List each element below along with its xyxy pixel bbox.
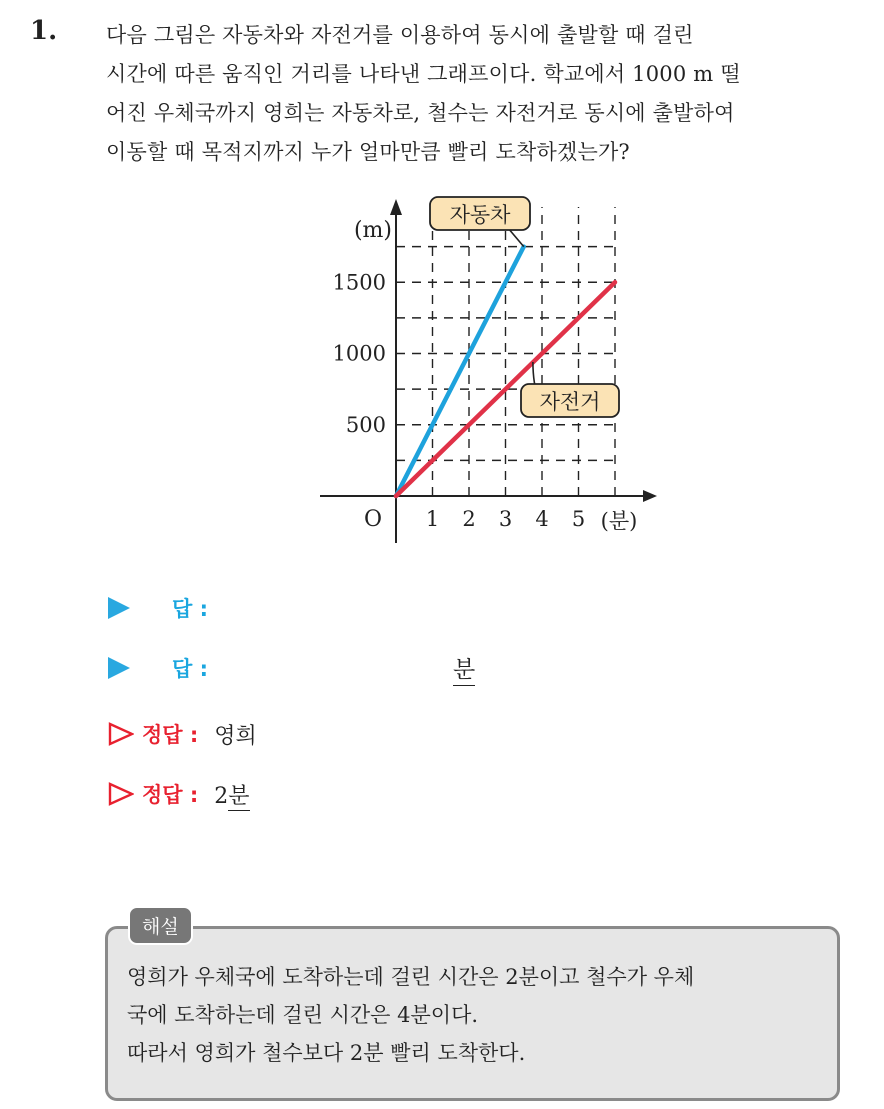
x-axis-unit-label: (분) <box>600 509 638 533</box>
correct-answer-row-1 <box>108 716 257 752</box>
origin-label: O <box>363 507 382 532</box>
question-line: 시간에 따른 움직인 거리를 나타낸 그래프이다. 학교에서 1000 m 떨 <box>106 62 741 86</box>
correct-answer-value: 영희 <box>214 723 257 749</box>
correct-answer-row-2 <box>108 776 250 812</box>
play-triangle-icon <box>108 657 130 679</box>
distance-time-chart <box>290 185 670 545</box>
correct-answer-label: 정답 : <box>142 723 199 747</box>
outline-triangle-icon <box>108 782 134 806</box>
x-tick-label: 2 <box>462 507 476 531</box>
x-axis-arrow-icon <box>643 490 657 502</box>
answer-blank-row-2 <box>108 650 208 686</box>
y-tick-label: 1500 <box>332 270 386 295</box>
solution-line: 따라서 영희가 철수보다 2분 빨리 도착한다. <box>127 1041 526 1065</box>
answer-label: 답 : <box>172 597 208 621</box>
play-triangle-icon <box>108 597 130 619</box>
solution-text <box>127 958 832 1072</box>
x-tick-label: 3 <box>498 507 513 531</box>
answer-number: 2 <box>214 783 229 809</box>
outline-triangle-icon <box>108 722 134 746</box>
answer-unit: 분 <box>228 783 250 809</box>
solution-line: 국에 도착하는데 걸린 시간은 4분이다. <box>127 1003 479 1027</box>
question-line: 이동할 때 목적지까지 누가 얼마만큼 빨리 도착하겠는가? <box>106 140 630 164</box>
series-label-car: 자동차 <box>449 203 511 227</box>
answer-blank-row-1 <box>108 590 208 626</box>
question-line: 어진 우체국까지 영희는 자동차로, 철수는 자전거로 동시에 출발하여 <box>106 101 735 125</box>
y-axis-arrow-icon <box>390 199 402 215</box>
solution-tag: 해설 <box>128 906 193 945</box>
y-axis-unit-label: (m) <box>353 218 392 243</box>
correct-answer-value <box>214 779 249 810</box>
answer-unit: 분 <box>453 651 475 686</box>
question-line: 다음 그림은 자동차와 자전거를 이용하여 동시에 출발할 때 걸린 <box>106 23 694 47</box>
car-distance-line <box>396 247 524 496</box>
series-label-bike: 자전거 <box>539 390 601 414</box>
y-tick-label: 1000 <box>332 341 386 366</box>
x-tick-label: 5 <box>571 507 586 531</box>
y-tick-label: 500 <box>345 412 386 437</box>
x-tick-label: 1 <box>425 507 440 531</box>
answer-label: 답 : <box>172 657 208 681</box>
callout-leader <box>533 362 535 386</box>
correct-answer-label: 정답 : <box>142 783 199 807</box>
question-number: 1. <box>30 16 58 46</box>
question-text <box>106 16 866 172</box>
solution-line: 영희가 우체국에 도착하는데 걸린 시간은 2분이고 철수가 우체 <box>127 965 695 989</box>
x-tick-label: 4 <box>535 507 549 531</box>
